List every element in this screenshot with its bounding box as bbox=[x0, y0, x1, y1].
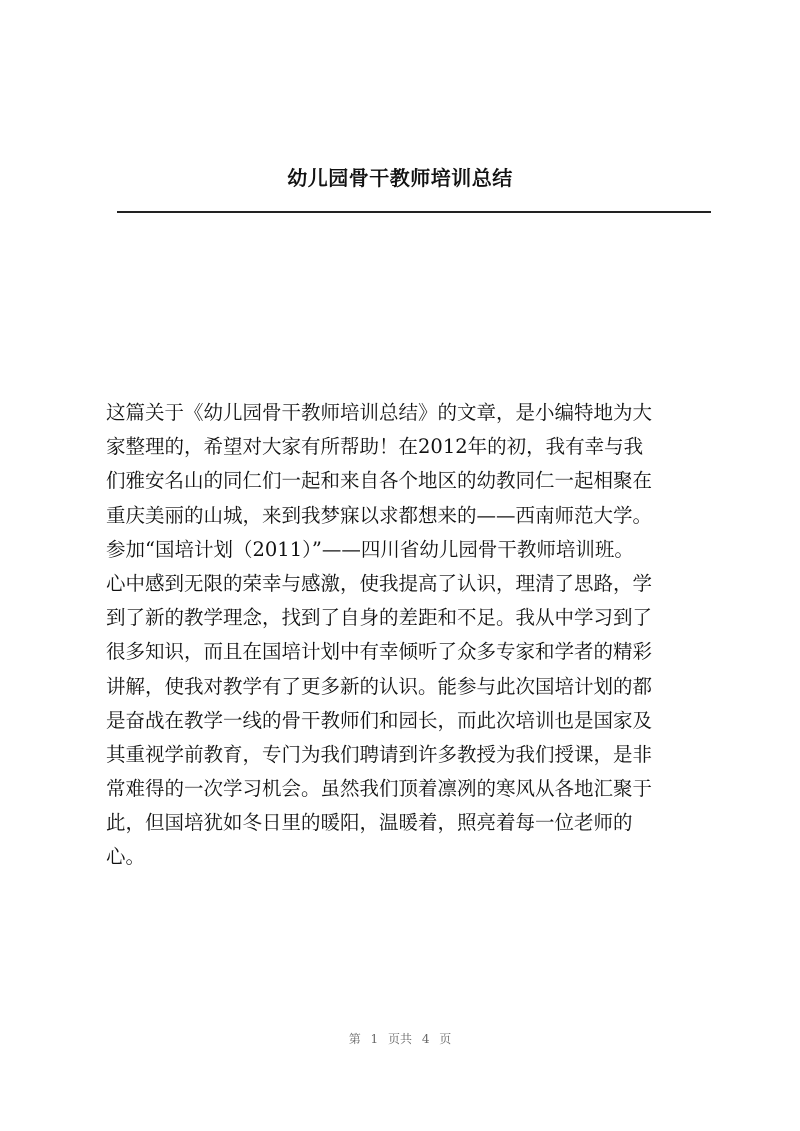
body-line: 其重视学前教育，专门为我们聘请到许多教授为我们授课，是非 bbox=[106, 742, 653, 766]
body-line: 重庆美丽的山城，来到我梦寐以求都想来的——西南师范大学。 bbox=[106, 503, 653, 527]
body-line: 常难得的一次学习机会。虽然我们顶着凛冽的寒风从各地汇聚于 bbox=[106, 777, 653, 801]
body-line: 心中感到无限的荣幸与感激，使我提高了认识，理清了思路，学 bbox=[106, 571, 653, 595]
body-line: 是奋战在教学一线的骨干教师们和园长，而此次培训也是国家及 bbox=[106, 708, 653, 732]
title-underline bbox=[117, 211, 711, 213]
page-footer: 第 1 页共 4 页 bbox=[348, 1032, 452, 1046]
body-line: 们雅安名山的同仁们一起和来自各个地区的幼教同仁一起相聚在 bbox=[106, 469, 653, 493]
body-line: 家整理的，希望对大家有所帮助！在2012年的初，我有幸与我 bbox=[106, 435, 644, 459]
body-line: 参加“国培计划（2011）”——四川省幼儿园骨干教师培训班。 bbox=[106, 537, 634, 561]
body-line: 讲解，使我对教学有了更多新的认识。能参与此次国培计划的都 bbox=[106, 674, 653, 698]
body-line: 此，但国培犹如冬日里的暖阳，温暖着，照亮着每一位老师的 bbox=[106, 811, 633, 835]
body-line: 很多知识，而且在国培计划中有幸倾听了众多专家和学者的精彩 bbox=[106, 640, 653, 664]
body-paragraph bbox=[106, 396, 718, 875]
document-title: 幼儿园骨干教师培训总结 bbox=[287, 166, 513, 190]
body-line: 这篇关于《幼儿园骨干教师培训总结》的文章，是小编特地为大 bbox=[106, 401, 653, 424]
body-line: 心。 bbox=[106, 845, 146, 869]
body-line: 到了新的教学理念，找到了自身的差距和不足。我从中学习到了 bbox=[106, 606, 653, 630]
